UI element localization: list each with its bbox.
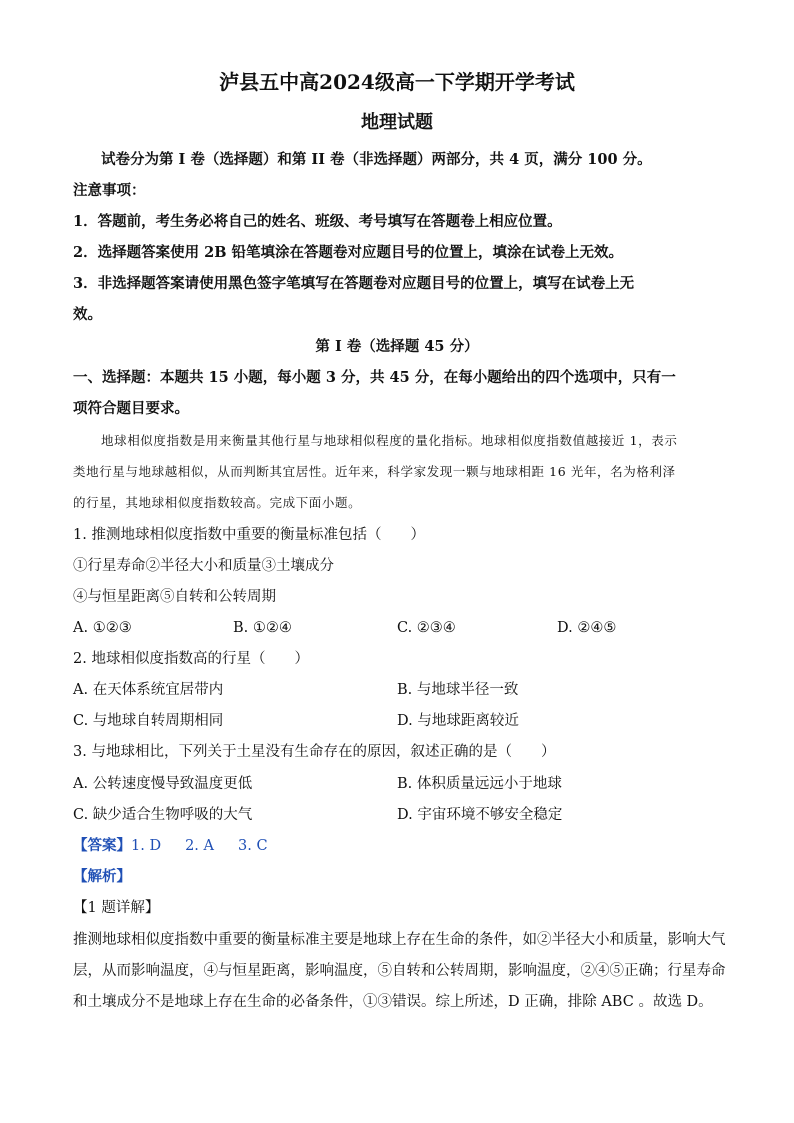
exam-intro: 试卷分为第 I 卷（选择题）和第 II 卷（非选择题）两部分，共 4 页，满分 100 分。 <box>101 151 652 168</box>
passage-line-1: 地球相似度指数是用来衡量其他行星与地球相似程度的量化指标。地球相似度指数值越接近 1，表示 <box>101 433 678 448</box>
question-1-option-a: A. ①②③ <box>73 620 132 636</box>
note-1: 1．答题前，考生务必将自己的姓名、班级、考号填写在答题卷上相应位置。 <box>73 213 562 230</box>
question-1-option-d: D. ②④⑤ <box>557 620 617 636</box>
analysis-detail-title: 【1 题详解】 <box>73 900 160 916</box>
question-2-option-c: C. 与地球自转周期相同 <box>73 713 224 729</box>
question-1-stem: 1. 推测地球相似度指数中重要的衡量标准包括（ ） <box>73 527 425 543</box>
question-1-option-c: C. ②③④ <box>397 620 456 636</box>
question-3-option-b: B. 体积质量远远小于地球 <box>397 776 562 792</box>
answer-3: 3. C <box>238 838 268 854</box>
question-3-option-c: C. 缺少适合生物呼吸的大气 <box>73 807 253 823</box>
note-3-line-1: 3．非选择题答案请使用黑色签字笔填写在答题卷对应题目号的位置上，填写在试卷上无 <box>73 275 635 292</box>
analysis-label: 【解析】 <box>73 868 131 885</box>
question-1-items-line-1: ①行星寿命②半径大小和质量③土壤成分 <box>73 558 334 574</box>
question-1-option-b: B. ①②④ <box>233 620 292 636</box>
answer-2: 2. A <box>185 838 214 854</box>
section-title: 第 I 卷（选择题 45 分） <box>315 338 479 355</box>
answer-label: 【答案】 <box>73 837 131 854</box>
question-3-option-d: D. 宇宙环境不够安全稳定 <box>397 807 563 823</box>
question-3-stem: 3. 与地球相比，下列关于土星没有生命存在的原因，叙述正确的是（ ） <box>73 744 556 760</box>
passage-line-2: 类地行星与地球越相似，从而判断其宜居性。近年来，科学家发现一颗与地球相距 16 光年，名为格利泽 <box>73 464 676 479</box>
section-desc-line-1: 一、选择题：本题共 15 小题，每小题 3 分，共 45 分，在每小题给出的四个选项中，只有一 <box>73 369 676 386</box>
analysis-line-1: 推测地球相似度指数中重要的衡量标准主要是地球上存在生命的条件，如②半径大小和质量，影响大气 <box>73 932 726 948</box>
subject-title: 地理试题 <box>361 112 433 133</box>
exam-title: 泸县五中高2024级高一下学期开学考试 <box>219 70 575 94</box>
answer-row <box>73 836 268 856</box>
notes-title: 注意事项： <box>73 182 146 199</box>
analysis-line-3: 和土壤成分不是地球上存在生命的必备条件，①③错误。综上所述，D 正确，排除 ABC 。故选 D。 <box>73 994 713 1010</box>
question-2-option-d: D. 与地球距离较近 <box>397 713 519 729</box>
question-2-option-a: A. 在天体系统宜居带内 <box>73 682 224 698</box>
answer-1: 1. D <box>131 838 162 854</box>
section-desc-line-2: 项符合题目要求。 <box>73 400 189 417</box>
question-2-stem: 2. 地球相似度指数高的行星（ ） <box>73 651 309 667</box>
note-2: 2．选择题答案使用 2B 铅笔填涂在答题卷对应题目号的位置上，填涂在试卷上无效。 <box>73 244 624 261</box>
note-3-line-2: 效。 <box>73 306 102 323</box>
analysis-line-2: 层，从而影响温度，④与恒星距离，影响温度，⑤自转和公转周期，影响温度，②④⑤正确；行星寿命 <box>73 963 726 979</box>
passage-line-3: 的行星，其地球相似度指数较高。完成下面小题。 <box>73 495 362 510</box>
question-1-items-line-2: ④与恒星距离⑤自转和公转周期 <box>73 589 276 605</box>
question-2-option-b: B. 与地球半径一致 <box>397 682 519 698</box>
question-3-option-a: A. 公转速度慢导致温度更低 <box>73 776 253 792</box>
